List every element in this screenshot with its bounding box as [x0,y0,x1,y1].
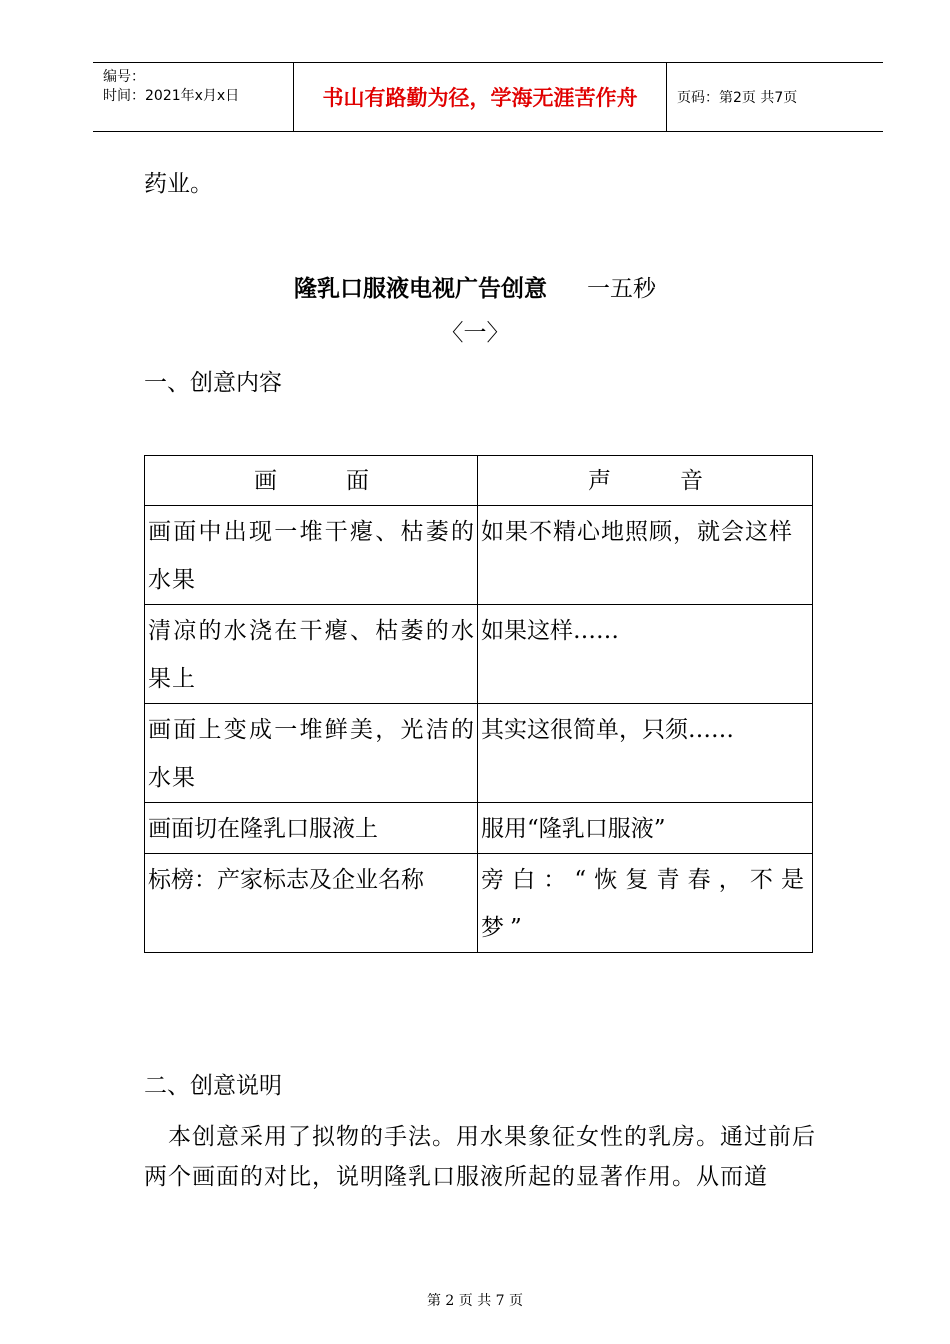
section2-heading: 二、创意说明 [144,1073,282,1099]
sound-cell: 服用“隆乳口服液” [478,803,813,854]
table-row [145,854,813,953]
col-header-sound: 声 音 [478,456,813,506]
header-motto: 书山有路勤为径，学海无涯苦作舟 [294,63,667,131]
picture-cell: 标榜：产家标志及企业名称 [145,854,478,953]
creative-table [144,455,813,953]
sound-cell: 其实这很简单，只须…… [478,704,813,803]
table-row [145,605,813,704]
table-row [145,704,813,803]
sound-cell: 旁白：“恢复青春，不是梦” [478,854,813,953]
picture-cell: 画面上变成一堆鲜美，光洁的水果 [145,704,478,803]
table-row [145,803,813,854]
intro-fragment: 药业。 [144,171,213,197]
title-duration: 一五秒 [587,276,656,302]
picture-cell: 清凉的水浇在干瘪、枯萎的水果上 [145,605,478,704]
section2-paragraph: 本创意采用了拟物的手法。用水果象征女性的乳房。通过前后两个画面的对比，说明隆乳口服液所起的显著作用。从而道 [144,1124,816,1190]
document-title [0,270,950,303]
time-label: 时间：2021年x月x日 [103,88,240,104]
header-meta [93,63,294,131]
picture-cell: 画面中出现一堆干瘪、枯萎的水果 [145,506,478,605]
page-header [93,62,883,132]
picture-cell: 画面切在隆乳口服液上 [145,803,478,854]
number-label: 编号： [103,69,145,85]
title-sub: 〈一〉 [440,320,510,346]
section1-heading: 一、创意内容 [144,370,282,396]
table-row [145,506,813,605]
page-label: 页码：第2页 共7页 [677,90,798,106]
col-header-picture: 画 面 [145,456,478,506]
page-footer: 第 2 页 共 7 页 [426,1293,524,1309]
sound-cell: 如果这样…… [478,605,813,704]
title-main: 隆乳口服液电视广告创意 [294,276,547,302]
sound-cell: 如果不精心地照顾，就会这样 [478,506,813,605]
